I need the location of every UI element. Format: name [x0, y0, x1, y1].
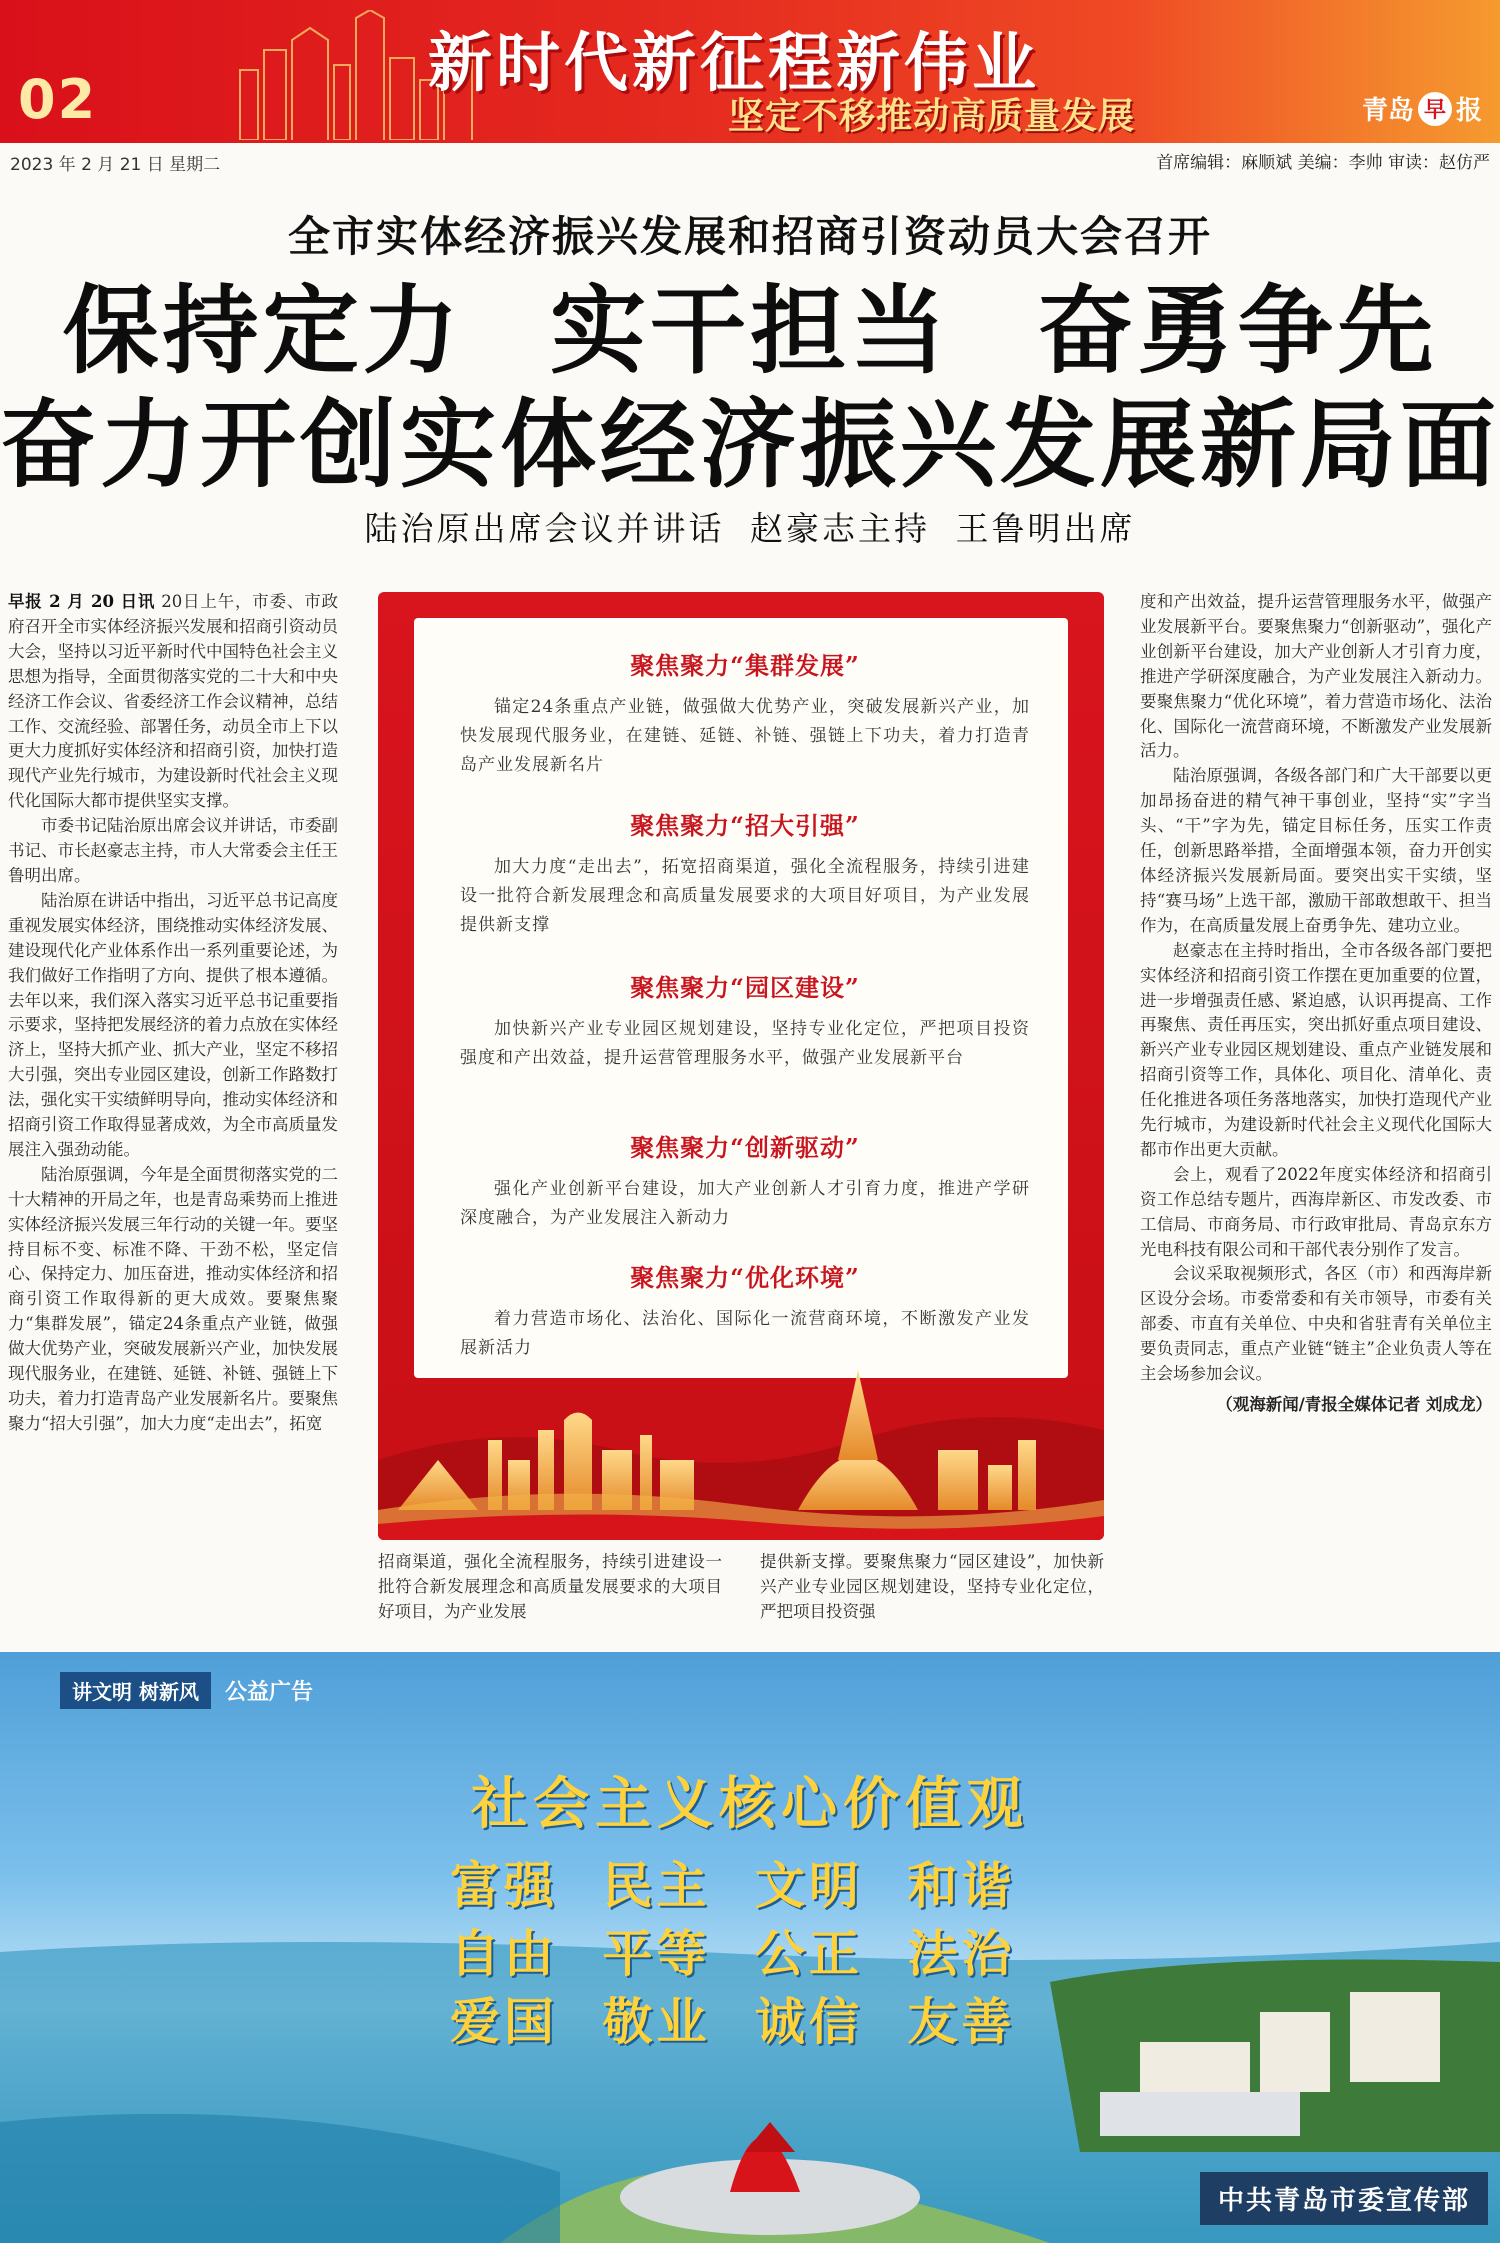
core-value: 文明	[755, 1856, 863, 1915]
focus-title: 聚焦聚力“园区建设”	[630, 973, 860, 1002]
article-paragraph: 会议采取视频形式，各区（市）和西海岸新区设分会场。市委常委和有关市领导，市委有关部委、市直有关单位、中央和省驻青有关单位主要负责同志，重点产业链“链主”企业负责人等在主会场参加会议。	[1140, 1264, 1492, 1384]
core-values-grid	[450, 1857, 1060, 2051]
article-paragraph: 陆治原在讲话中指出，习近平总书记高度重视发展实体经济，围绕推动实体经济发展、建设现代化产业体系作出一系列重要论述，为我们做好工作指明了方向、提供了根本遵循。去年以来，我们深入落实习近平总书记重要指示要求，坚持把发展经济的着力点放在实体经济上，坚持大抓产业、抓大产业，坚定不移招大引强，突出专业园区建设，创新工作路数打法，强化实干实绩鲜明导向，推动实体经济和招商引资工作取得显著成效，为全市高质量发展注入强劲动能。	[8, 890, 338, 1159]
focus-text: 加大力度“走出去”，拓宽招商渠道，强化全流程服务，持续引进建设一批符合新发展理念和高质量发展要求的大项目好项目，为产业发展提供新支撑	[460, 857, 1030, 935]
article-paragraph: 市委书记陆治原出席会议并讲话，市委副书记、市长赵豪志主持，市人大常委会主任王鲁明出席。	[8, 816, 338, 885]
focus-item	[460, 1128, 1030, 1233]
core-value: 公正	[755, 1924, 863, 1983]
article-paragraph: 会上，观看了2022年度实体经济和招商引资工作总结专题片，西海岸新区、市发改委、市工信局、市商务局、市行政审批局、青岛京东方光电科技有限公司和干部代表分别作了发言。	[1140, 1164, 1492, 1259]
section-banner	[0, 0, 1500, 143]
section-subtitle: 坚定不移推动高质量发展	[728, 96, 1136, 137]
article-column-mid-a	[378, 1550, 722, 1632]
core-value: 平等	[602, 1924, 711, 1983]
logo-text: 青岛	[1361, 96, 1414, 126]
section-title: 新时代新征程新伟业	[428, 27, 1040, 101]
core-value: 友善	[907, 1992, 1016, 2051]
focus-item	[460, 646, 1030, 780]
public-service-ad	[0, 1652, 1500, 2243]
article-paragraph: 陆治原强调，各级各部门和广大干部要以更加昂扬奋进的精气神干事创业，坚持“实”字当头、“干”字为先，锚定目标任务，压实工作责任，创新思路举措，全面增强本领，奋力开创实体经济振兴发展新局面。要突出实干实绩，坚持“赛马场”上选干部，激励干部敢想敢干、担当作为，在高质量发展上奋勇争先、建功立业。	[1140, 766, 1492, 935]
psa-type-label: 公益广告	[224, 1680, 313, 1705]
issue-date: 2023 年 2 月 21 日 星期二	[10, 155, 221, 175]
article-kicker: 全市实体经济振兴发展和招商引资动员大会召开	[287, 212, 1212, 261]
core-value: 富强	[450, 1856, 558, 1915]
focus-item	[460, 968, 1030, 1073]
article-byline: （观海新闻/青报全媒体记者 刘成龙）	[1216, 1395, 1492, 1414]
article-paragraph-text: 20日上午，市委、市政府召开全市实体经济振兴发展和招商引资动员大会，坚持以习近平新时代中国特色社会主义思想为指导，全面贯彻落实党的二十大和中央经济工作会议、省委经济工作会议精神，总结工作、交流经验、部署任务，动员全市上下以更大力度抓好实体经济和招商引资，加快打造现代产业先行城市，为建设新时代社会主义现代化国际大都市提供坚实支撑。	[8, 592, 338, 811]
article-paragraph: 陆治原强调，今年是全面贯彻落实党的二十大精神的开局之年，也是青岛乘势而上推进实体经济振兴发展三年行动的关键一年。要坚持目标不变、标准不降、干劲不松，坚定信心、保持定力、加压奋进，推动实体经济和招商引资工作取得新的更大成效。要聚焦聚力“集群发展”，锚定24条重点产业链，做强做大优势产业，突破发展新兴产业，加快发展现代服务业，在建链、延链、补链、强链上下功夫，着力打造青岛产业发展新名片。要聚焦聚力“招大引强”，加大力度“走出去”，拓宽	[8, 1164, 338, 1433]
article-column-mid-b	[760, 1550, 1104, 1632]
core-value: 和谐	[907, 1856, 1016, 1915]
city-skyline-illustration	[378, 1310, 1104, 1540]
psa-publisher: 中共青岛市委宣传部	[1200, 2172, 1488, 2225]
article-paragraph: 提供新支撑。要聚焦聚力“园区建设”，加快新兴产业专业园区规划建设，坚持专业化定位，严把项目投资强	[760, 1552, 1104, 1621]
focus-title: 聚焦聚力“优化环境”	[630, 1263, 860, 1292]
core-value: 法治	[907, 1924, 1016, 1983]
psa-tag	[60, 1672, 313, 1709]
newspaper-logo	[1362, 90, 1482, 127]
focus-title: 聚焦聚力“创新驱动”	[630, 1133, 860, 1162]
article-paragraph: 度和产出效益，提升运营管理服务水平，做强产业发展新平台。要聚焦聚力“创新驱动”，强化产业创新平台建设，加大产业创新人才引育力度，推进产学研深度融合，为产业发展注入新动力。要聚焦聚力“优化环境”，着力营造市场化、法治化、国际化一流营商环境，不断激发产业发展新活力。	[1140, 592, 1492, 761]
focus-item	[460, 806, 1030, 940]
focus-title: 聚焦聚力“集群发展”	[630, 651, 860, 680]
core-value: 自由	[450, 1924, 558, 1983]
article-paragraph: 赵豪志在主持时指出，全市各级各部门要把实体经济和招商引资工作摆在更加重要的位置，进一步增强责任感、紧迫感，认识再提高、工作再聚焦、责任再压实，突出抓好重点项目建设、新兴产业专业园区规划建设、重点产业链发展和招商引资等工作，具体化、项目化、清单化、责任化推进各项任务落地落实，加快打造现代产业先行城市，为建设新时代社会主义现代化国际大都市作出更大贡献。	[1140, 940, 1492, 1159]
focus-text: 强化产业创新平台建设，加大产业创新人才引育力度，推进产学研深度融合，为产业发展注入新动力	[460, 1179, 1030, 1228]
psa-title: 社会主义核心价值观	[471, 1771, 1029, 1837]
article-paragraph: 招商渠道，强化全流程服务，持续引进建设一批符合新发展理念和高质量发展要求的大项目好项目，为产业发展	[378, 1552, 722, 1621]
logo-suffix: 报	[1455, 96, 1482, 126]
article-paragraph	[8, 590, 338, 814]
focus-text: 加快新兴产业专业园区规划建设，坚持专业化定位，严把项目投资强度和产出效益，提升运营管理服务水平，做强产业发展新平台	[460, 1019, 1030, 1068]
article-subhead: 陆治原出席会议并讲话 赵豪志主持 王鲁明出席	[364, 509, 1136, 548]
article-lead: 早报 2 月 20 日讯	[8, 592, 156, 611]
core-value: 爱国	[450, 1992, 558, 2051]
core-value: 敬业	[602, 1992, 711, 2051]
logo-mark-icon: 早	[1418, 92, 1452, 126]
focus-title: 聚焦聚力“招大引强”	[630, 811, 860, 840]
focus-card	[414, 618, 1068, 1378]
core-value: 诚信	[755, 1992, 863, 2051]
focus-infobox	[378, 592, 1104, 1540]
article-column-right	[1140, 590, 1492, 1630]
headline-line-2: 奋力开创实体经济振兴发展新局面	[0, 388, 1500, 501]
focus-text: 锚定24条重点产业链，做强做大优势产业，突破发展新兴产业，加快发展现代服务业，在建链、延链、补链、强链上下功夫，着力打造青岛产业发展新名片	[460, 697, 1030, 775]
core-value: 民主	[602, 1856, 711, 1915]
article-column-left	[8, 590, 338, 1630]
psa-slogan-tag: 讲文明 树新风	[60, 1672, 211, 1709]
page-number: 02	[18, 68, 98, 131]
headline-line-1: 保持定力 实干担当 奋勇争先	[62, 274, 1438, 387]
editor-credits: 首席编辑：麻顺斌 美编：李帅 审读：赵仿严	[1156, 153, 1490, 173]
focus-text: 着力营造市场化、法治化、国际化一流营商环境，不断激发产业发展新活力	[460, 1309, 1030, 1358]
